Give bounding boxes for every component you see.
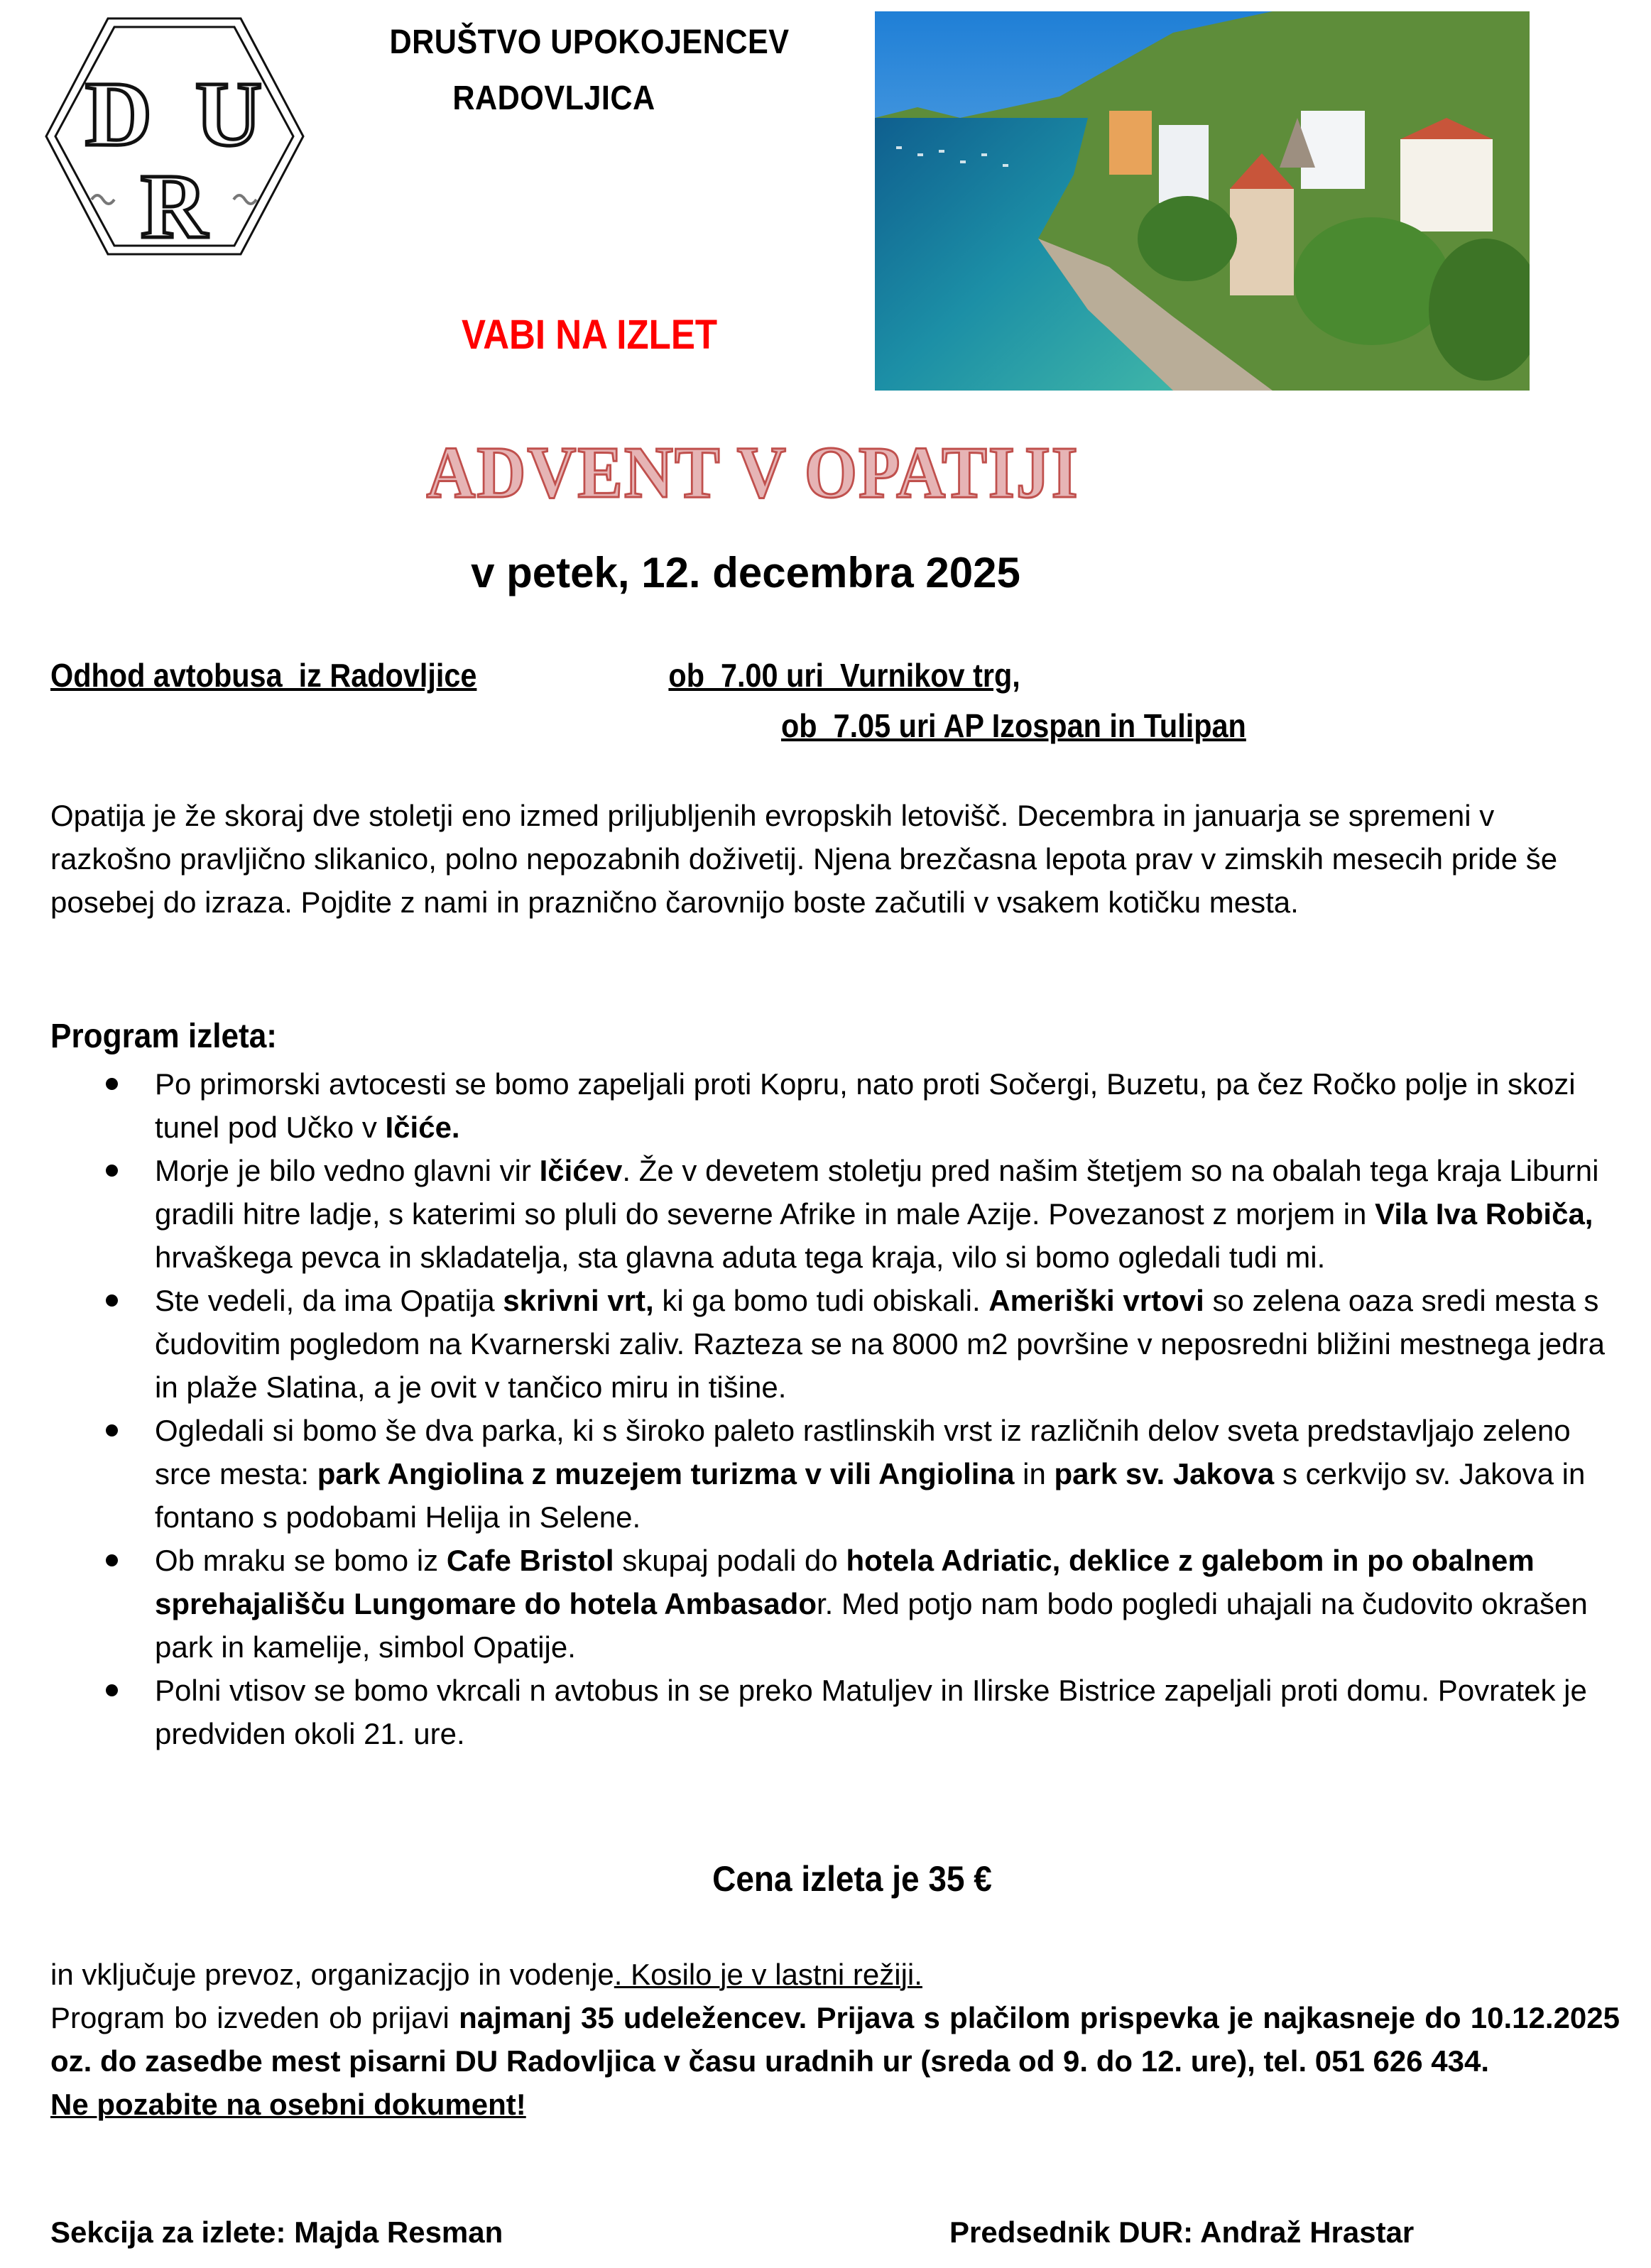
program-item-text: r. Med potjo nam bodo pogledi uhajali na čudovito okrašen park in kamelije, simbol Opatije.: [155, 1587, 1588, 1664]
program-item-text: skupaj podali do: [614, 1544, 846, 1577]
reminder: Ne pozabite na osebni dokument!: [50, 2088, 526, 2121]
signature-left: Sekcija za izlete: Majda Resman: [50, 2215, 503, 2249]
program-item-text: Morje je bilo vedno glavni vir: [155, 1154, 540, 1187]
conditions-bold: najmanj 35 udeležencev. Prijava s plačilom prispevka je najkasneje do 10.12.2025 oz. do zasedbe mest pisarni DU Radovljica v času uradnih ur (sreda od 9. do 12. ure), tel. 051 626 434.: [50, 2001, 1620, 2078]
program-item-text: in: [1014, 1457, 1055, 1490]
program-item-highlight: Ičićev: [539, 1154, 623, 1187]
program-item: [106, 1409, 1625, 1539]
footer-notes: [50, 1953, 1620, 2126]
includes-line: [50, 1953, 1620, 1996]
program-item-text: s cerkvijo sv. Jakova in fontano s podobami Helija in Selene.: [155, 1457, 1586, 1534]
program-item-text: Polni vtisov se bomo vkrcali n avtobus in se preko Matuljev in Ilirske Bistrice zapeljali proti domu. Povratek je predviden okoli 21. ure.: [155, 1674, 1587, 1750]
program-item-text: hrvaškega pevca in skladatelja, sta glavna aduta tega kraja, vilo si bomo ogledali tudi mi.: [155, 1241, 1326, 1274]
departure-label: Odhod avtobusa iz Radovljice: [50, 657, 477, 694]
bullet-icon: [106, 1078, 118, 1090]
bullet-icon: [106, 1684, 118, 1696]
signature-right: Predsednik DUR: Andraž Hrastar: [949, 2215, 1415, 2249]
program-item-text: so zelena oaza sredi mesta s čudovitim pogledom na Kvarnerski zaliv. Razteza se na 8000 m2 površine v neposredni bližini mestnega jedra in plaže Slatina, a je ovit v tančico miru in tišine.: [155, 1284, 1605, 1404]
program-item-text: Ste vedeli, da ima Opatija: [155, 1284, 503, 1317]
program-item-highlight: Ičiće.: [385, 1111, 460, 1144]
trip-price: Cena izleta je 35 €: [712, 1859, 992, 1899]
program-item: [106, 1539, 1625, 1669]
program-item: [106, 1669, 1625, 1755]
program-item-text: Po primorski avtocesti se bomo zapeljali proti Kopru, nato proti Sočergi, Buzetu, pa čez Ročko polje in skozi tunel pod Učko v: [155, 1067, 1576, 1144]
bullet-icon: [106, 1165, 118, 1177]
program-item-text: Ogledali si bomo še dva parka, ki s široko paleto rastlinskih vrst iz različnih delov sveta predstavljajo zeleno srce mesta:: [155, 1414, 1571, 1490]
conditions-plain: Program bo izveden ob prijavi: [50, 2001, 459, 2034]
event-title: ADVENT V OPATIJI: [426, 432, 1079, 513]
organization-name: DRUŠTVO UPOKOJENCEV: [389, 23, 790, 61]
departure-row: [50, 656, 1020, 694]
program-item-highlight: park sv. Jakova: [1054, 1457, 1275, 1490]
logo-letter-u: U: [195, 63, 262, 165]
program-item-text: ki ga bomo tudi obiskali.: [653, 1284, 989, 1317]
program-item-text: . Že v devetem stoletju pred našim štetjem so na obalah tega kraja Liburni gradili hitre ladje, s katerimi so pluli do severne Afrike in male Azije. Povezanost z morjem in: [155, 1154, 1599, 1231]
program-item-highlight: Vila Iva Robiča,: [1375, 1197, 1593, 1231]
includes-text: in vključuje prevoz, organizacjjo in vodenje: [50, 1958, 614, 1991]
program-item-highlight: Cafe Bristol: [446, 1544, 614, 1577]
conditions-line: [50, 1996, 1620, 2083]
logo-letter-d: D: [85, 63, 152, 165]
program-heading: Program izleta:: [50, 1018, 278, 1055]
lunch-note: . Kosilo je v lastni režiji.: [614, 1958, 922, 1991]
bullet-icon: [106, 1294, 118, 1307]
program-item-highlight: Ameriški vrtovi: [988, 1284, 1204, 1317]
program-item: [106, 1062, 1625, 1149]
invitation-label: VABI NA IZLET: [461, 312, 718, 358]
program-item: [106, 1279, 1625, 1409]
bullet-icon: [106, 1554, 118, 1566]
event-date: v petek, 12. decembra 2025: [471, 549, 1020, 596]
intro-paragraph: Opatija je že skoraj dve stoletji eno izmed priljubljenih evropskih letovišč. Decembra in januarja se spremeni v razkošno pravljično slikanico, polno nepozabnih doživetij. Njena brezčasna lepota prav v zimskih mesecih pride še posebej do izraza. Pojdite z nami in praznično čarovnijo boste začutili v vsakem kotičku mesta.: [50, 799, 1558, 919]
program-item-text: Ob mraku se bomo iz: [155, 1544, 447, 1577]
program-item: [106, 1149, 1625, 1279]
program-list: [106, 1062, 1625, 1755]
opatija-photo: [875, 11, 1530, 391]
logo-letter-r: R: [141, 156, 207, 258]
dur-logo: [40, 11, 307, 261]
departure-time-2: ob 7.05 uri AP Izospan in Tulipan: [781, 707, 1246, 744]
program-item-highlight: hotela Adriatic, deklice z galebom in po obalnem sprehajališču Lungomare do hotela Ambasado: [155, 1544, 1535, 1620]
program-item-highlight: skrivni vrt,: [503, 1284, 654, 1317]
organization-city: RADOVLJICA: [452, 80, 655, 117]
program-item-highlight: park Angiolina z muzejem turizma v vili Angiolina: [317, 1457, 1015, 1490]
departure-time-1: ob 7.00 uri Vurnikov trg,: [668, 657, 1020, 694]
bullet-icon: [106, 1424, 118, 1436]
